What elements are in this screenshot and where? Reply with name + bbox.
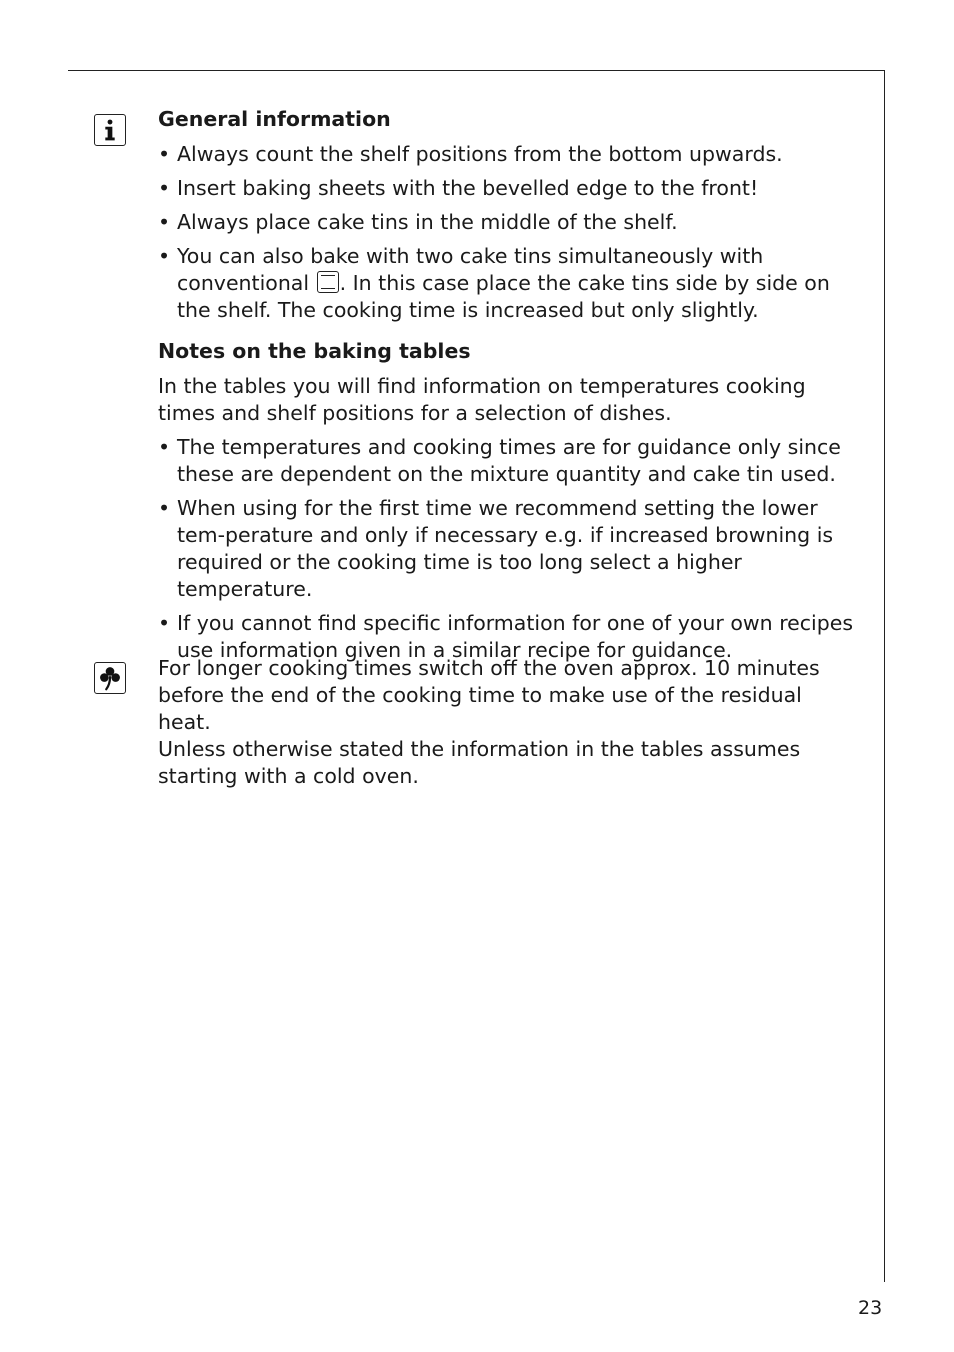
list-item xyxy=(158,243,858,324)
top-rule xyxy=(68,70,885,71)
tip-text: Unless otherwise stated the information in the tables assumes starting with a cold oven. xyxy=(158,737,801,788)
notes-heading: Notes on the baking tables xyxy=(158,339,471,363)
list-item: • The temperatures and cooking times are for guidance only since these are dependent on the mixture quantity and cake tin used. xyxy=(158,434,858,488)
list-item: • If you cannot find specific information for one of your own recipes use information given in a similar recipe for guidance. xyxy=(158,610,858,664)
general-information-heading: General information xyxy=(158,107,391,131)
info-icon xyxy=(94,114,126,146)
clover-icon xyxy=(94,662,126,694)
list-item: • Always place cake tins in the middle of the shelf. xyxy=(158,209,858,236)
bullet-text: . In this case place the cake tins side by side on the shelf. The cooking time is increased but only slightly. xyxy=(177,271,830,322)
list-item: • Always count the shelf positions from the bottom upwards. xyxy=(158,141,858,168)
list-item: • When using for the first time we recommend setting the lower tem-perature and only if necessary e.g. if increased browning is required or the cooking time is too long select a higher temperature. xyxy=(158,495,858,603)
notes-intro: In the tables you will find information on temperatures cooking times and shelf positions for a selection of dishes. xyxy=(158,374,806,425)
right-rule xyxy=(884,70,885,1282)
conventional-heat-icon xyxy=(317,271,339,293)
page-number: 23 xyxy=(858,1297,883,1319)
bullet-text: You can also bake with two cake tins simultaneously with conventional xyxy=(177,244,764,295)
tip-block xyxy=(158,655,858,790)
notes-list xyxy=(158,434,858,664)
tip-text: For longer cooking times switch off the oven approx. 10 minutes before the end of the cooking time to make use of the residual heat. xyxy=(158,656,820,734)
list-item: • Insert baking sheets with the bevelled edge to the front! xyxy=(158,175,858,202)
main-content xyxy=(158,106,858,671)
general-information-list xyxy=(158,141,858,324)
